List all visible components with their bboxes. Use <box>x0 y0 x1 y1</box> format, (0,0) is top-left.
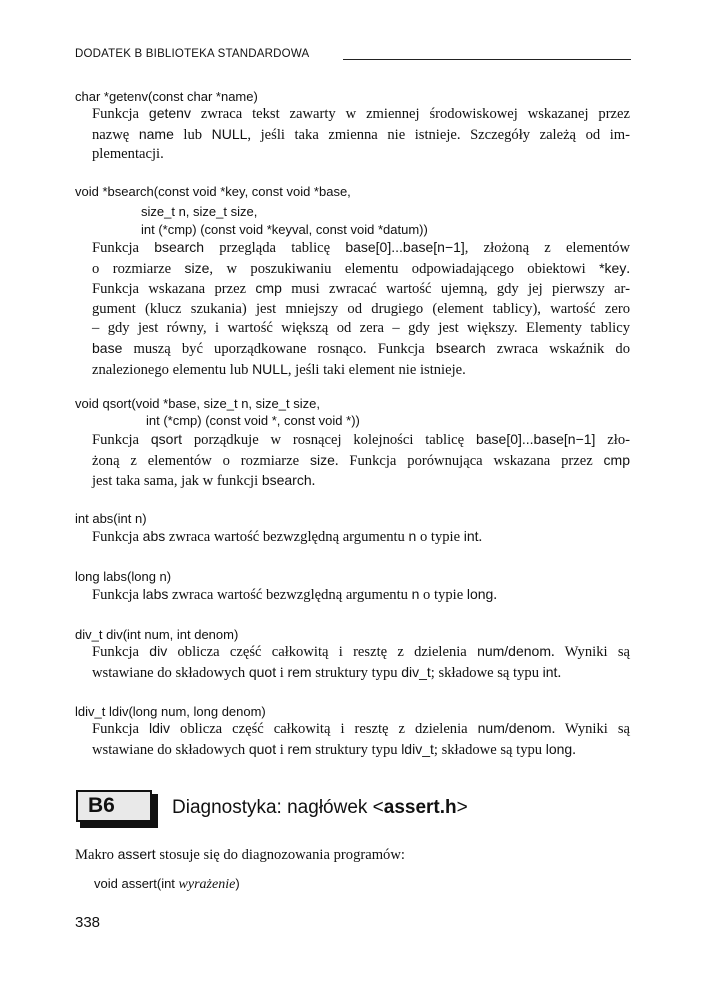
prose-text: musi zwracać wartość ujemną, gdy jej pierwszy ar- <box>281 281 630 298</box>
prose-text: ; składowe są typu <box>430 664 543 681</box>
prose-text: . <box>557 664 562 681</box>
code-term: size <box>184 259 210 276</box>
qsort-description-line <box>92 471 630 492</box>
labs-signature: long labs(long n) <box>75 569 172 584</box>
prose-text: lub <box>173 126 212 143</box>
code-term: bsearch <box>261 472 312 489</box>
ldiv-description-line <box>92 719 630 740</box>
bsearch-description-line <box>92 319 630 339</box>
prose-text: przegląda tablicę <box>204 240 346 256</box>
assert-signature <box>94 876 240 893</box>
prose-text: zło- <box>595 432 630 448</box>
assert-para-code: assert <box>117 846 156 862</box>
code-term: int <box>542 663 558 680</box>
code-term: quot <box>248 740 277 757</box>
code-term: ldiv_t <box>401 740 434 757</box>
code-term: num/denom <box>477 643 551 659</box>
code-term: NULL <box>211 125 248 142</box>
prose-text: i <box>276 664 288 681</box>
prose-text: . <box>626 260 630 277</box>
code-term: bsearch <box>435 339 486 356</box>
code-term: abs <box>142 528 166 544</box>
qsort-signature-line-2: int (*cmp) (const void *, const void *)) <box>146 413 360 428</box>
running-head <box>75 48 631 64</box>
prose-text: o typie <box>419 587 467 603</box>
qsort-description-line <box>92 430 630 451</box>
code-term: div_t <box>401 663 431 680</box>
section-number: B6 <box>88 794 115 817</box>
ldiv-signature: ldiv_t ldiv(long num, long denom) <box>75 704 266 719</box>
prose-text: zwraca wartość bezwzględną argumentu <box>168 587 412 603</box>
prose-text: , w poszukiwaniu elementu odpowiadającego obiektowi <box>209 260 600 277</box>
running-head-rule <box>343 59 631 60</box>
bsearch-description-line <box>92 279 630 300</box>
bsearch-signature: void *bsearch(const void *key, const void *base, <box>75 184 351 199</box>
code-term: num/denom <box>477 720 552 736</box>
code-term: quot <box>248 663 277 680</box>
bsearch-signature-line-2: size_t n, size_t size, <box>141 204 258 219</box>
code-term: qsort <box>150 431 182 447</box>
prose-text: oblicza część całkowitą i resztę z dzielenia <box>167 644 478 660</box>
prose-text: ; składowe są typu <box>433 741 546 758</box>
ldiv-description <box>92 719 630 760</box>
section-title-header: assert.h <box>383 797 457 818</box>
prose-text: wstawiane do składowych <box>92 741 249 758</box>
prose-text: muszą być uporządkowane rosnąco. Funkcja <box>122 340 436 357</box>
prose-text: zwraca tekst zawarty w zmiennej środowiskowej wskazanej przez <box>190 106 630 122</box>
prose-text: . <box>311 473 316 490</box>
prose-text: Funkcja wskazana przez <box>92 281 256 298</box>
prose-text: zwraca wskaźnik do <box>485 340 630 357</box>
code-term: name <box>138 125 174 142</box>
bsearch-description-line <box>92 238 630 259</box>
prose-text: – gdy jest równy, i wartość większą od zera – gdy jest większy. Elementy tablicy <box>92 320 630 337</box>
code-term: base <box>92 339 123 356</box>
code-term: labs <box>142 586 169 602</box>
assert-para-before: Makro <box>75 847 118 863</box>
prose-text: gument (klucz szukania) jest mniejszy od drugiego (element tablicy), wartość zero <box>92 300 630 317</box>
prose-text: Funkcja <box>92 432 151 448</box>
labs-description <box>92 585 630 606</box>
code-term: n <box>411 586 420 602</box>
ldiv-description-line <box>92 740 630 761</box>
bsearch-description-line <box>92 259 630 280</box>
prose-text: żoną z elementów o rozmiarze <box>92 452 310 469</box>
code-term: size <box>309 451 335 468</box>
code-term: NULL <box>252 360 288 377</box>
code-term: rem <box>287 740 312 757</box>
prose-text: , jeśli taka zmienna nie istnieje. Szczegóły zależą od im- <box>247 126 630 143</box>
bsearch-description <box>92 238 630 380</box>
prose-text: wstawiane do składowych <box>92 664 249 681</box>
qsort-description-line <box>92 451 630 472</box>
prose-text: porządkuje w rosnącej kolejności tablicę <box>182 432 476 448</box>
div-description-line <box>92 642 630 663</box>
code-term: ldiv <box>149 720 171 736</box>
page-number: 338 <box>75 914 101 931</box>
assert-paragraph <box>75 846 405 864</box>
code-term: *key <box>599 259 627 276</box>
prose-text: . Wyniki są <box>551 644 630 660</box>
assert-sig-arg: wyrażenie <box>178 877 236 892</box>
abs-description-line <box>92 527 630 548</box>
div-description <box>92 642 630 683</box>
bsearch-description-line <box>92 360 630 381</box>
abs-signature: int abs(int n) <box>75 511 147 526</box>
abs-description <box>92 527 630 548</box>
code-term: bsearch <box>154 239 205 255</box>
code-term: long <box>466 586 494 602</box>
prose-text: Funkcja <box>92 721 150 737</box>
qsort-signature: void qsort(void *base, size_t n, size_t size, <box>75 396 320 411</box>
getenv-signature: char *getenv(const char *name) <box>75 89 258 104</box>
code-term: div <box>149 643 168 659</box>
bsearch-signature-line-3: int (*cmp) (const void *keyval, const void *datum)) <box>141 222 428 237</box>
prose-text: , jeśli taki element nie istnieje. <box>287 361 466 378</box>
prose-text: Funkcja <box>92 529 143 545</box>
prose-text: Funkcja <box>92 587 143 603</box>
code-term: base[0]...base[n−1] <box>475 431 596 447</box>
bsearch-description-line <box>92 300 630 320</box>
section-title-prefix: Diagnostyka: nagłówek < <box>172 797 384 818</box>
bsearch-description-line <box>92 339 630 360</box>
prose-text: i <box>276 741 288 758</box>
prose-text: zwraca wartość bezwzględną argumentu <box>165 529 409 545</box>
labs-description-line <box>92 585 630 606</box>
assert-sig-code: void assert(int <box>94 876 179 891</box>
code-term: n <box>408 528 417 544</box>
prose-text: znalezionego elementu lub <box>92 361 253 378</box>
code-term: cmp <box>603 451 630 468</box>
prose-text: o typie <box>416 529 464 545</box>
prose-text: plementacji. <box>92 146 164 163</box>
running-head-text: DODATEK B BIBLIOTEKA STANDARDOWA <box>75 48 310 60</box>
getenv-description-line <box>92 104 630 125</box>
code-term: getenv <box>148 105 191 121</box>
code-term: cmp <box>255 280 282 297</box>
prose-text: struktury typu <box>311 664 402 681</box>
prose-text: . Wyniki są <box>551 721 630 737</box>
prose-text: o rozmiarze <box>92 260 185 277</box>
prose-text: Funkcja <box>92 240 155 256</box>
getenv-description-line <box>92 125 630 146</box>
assert-sig-close: ) <box>235 876 240 891</box>
div-description-line <box>92 663 630 684</box>
code-term: int <box>463 528 479 544</box>
prose-text: . <box>478 529 483 545</box>
prose-text: . <box>493 587 497 603</box>
prose-text: Funkcja <box>92 106 149 122</box>
section-title <box>172 797 468 819</box>
getenv-description-line <box>92 145 630 165</box>
prose-text: , złożoną z elementów <box>464 240 630 256</box>
prose-text: . Funkcja porównująca wskazana przez <box>334 452 604 469</box>
code-term: long <box>545 740 573 757</box>
section-title-suffix: > <box>456 797 468 818</box>
prose-text: oblicza część całkowitą i resztę z dzielenia <box>170 721 478 737</box>
prose-text: . <box>572 741 576 758</box>
code-term: base[0]...base[n−1] <box>345 239 465 255</box>
getenv-description <box>92 104 630 165</box>
prose-text: nazwę <box>92 126 139 143</box>
prose-text: struktury typu <box>311 741 402 758</box>
code-term: rem <box>287 663 312 680</box>
prose-text: Funkcja <box>92 644 150 660</box>
section-number-box <box>76 790 156 826</box>
prose-text: jest taka sama, jak w funkcji <box>92 473 262 490</box>
div-signature: div_t div(int num, int denom) <box>75 627 239 642</box>
assert-para-after: stosuje się do diagnozowania programów: <box>155 847 405 863</box>
qsort-description <box>92 430 630 492</box>
